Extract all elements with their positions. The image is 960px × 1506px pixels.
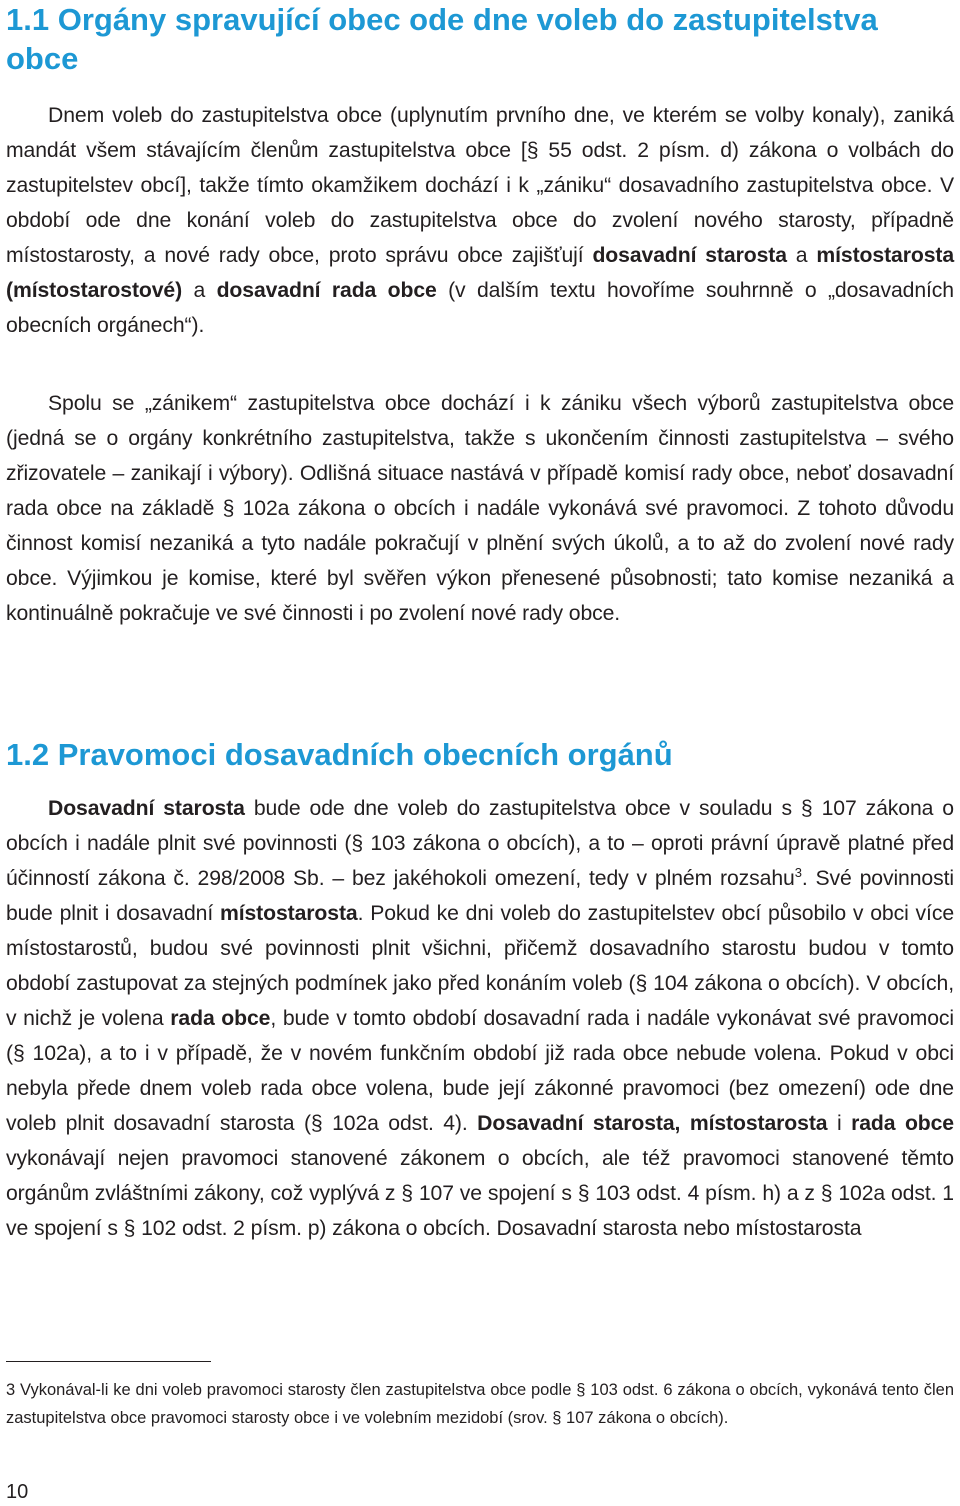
text-segment: a (786, 244, 817, 267)
footnote-3: 3 Vykonával-li ke dni voleb pravomoci starosty člen zastupitelstva obce podle § 103 odst. 6 zákona o obcích, vykonává tento člen zastupitelstva obce pravomoci starosty obce i ve volebním mezidobí (srov. § 107 zákona o obcích). (6, 1381, 954, 1427)
text-segment: . Pokud ke dni voleb do zastupitelstev obcí působilo v obci více místostarostů, budou své povinnosti plnit všichni, přičemž dosavadního starostu budou v tomto období zastupovat za stejných podmínek jako před konáním voleb (§ 104 zákona o obcích). V obcích, v nichž je volena (6, 902, 955, 1030)
text-segment: i (827, 1112, 852, 1135)
page-number: 10 (6, 1481, 29, 1503)
bold-text-segment: Dosavadní starosta, místostarosta (477, 1112, 828, 1135)
bold-text-segment: dosavadní rada obce (216, 279, 437, 302)
paragraph-3 (6, 791, 954, 1246)
paragraph-2 (6, 386, 954, 631)
section-heading-1-1: 1.1 Orgány spravující obec ode dne voleb do zastupitelstva obce (6, 2, 878, 76)
text-segment: . Své povinnosti bude plnit i dosavadní (6, 867, 954, 925)
text-segment: Spolu se „zánikem“ zastupitelstva obce dochází i k zániku všech výborů zastupitelstva obce (jedná se o orgány konkrétního zastupitelstva, takže s ukončením činnosti zastupitelstva – svého zřizovatele – zanikají i výbory). Odlišná situace nastává v případě komisí rady obce, neboť dosavadní rada obce na základě § 102a zákona o obcích i nadále vykonává své pravomoci. Z tohoto důvodu činnost komisí nezaniká a tyto nadále pokračují v plnění svých úkolů, a to až do zvolení nové rady obce. Výjimkou je komise, které byl svěřen výkon přenesené působnosti; tato komise nezaniká a kontinuálně pokračuje ve své činnosti i po zvolení nové rady obce. (6, 392, 954, 625)
footnote-divider (6, 1361, 211, 1362)
bold-text-segment: dosavadní starosta (592, 244, 787, 267)
bold-text-segment: místostarosta (místostarostové) (6, 244, 955, 302)
paragraph-1 (6, 98, 954, 343)
bold-text-segment: rada obce (170, 1007, 271, 1030)
bold-text-segment: Dosavadní starosta (48, 797, 245, 820)
footnote-reference: 3 (794, 864, 802, 880)
text-segment: (v dalším textu hovoříme souhrnně o „dosavadních obecních orgánech“). (6, 279, 954, 337)
text-segment: Dnem voleb do zastupitelstva obce (uplynutím prvního dne, ve kterém se volby konaly), zaniká mandát všem stávajícím členům zastupitelstva obce [§ 55 odst. 2 písm. d) zákona o volbách do zastupitelstev obcí], takže tímto okamžikem dochází i k „zániku“ dosavadního zastupitelstva obce. V období ode dne konání voleb do zastupitelstva obce do zvolení nového starosty, případně místostarosty, a nové rady obce, proto správu obce zajišťují (6, 104, 954, 267)
bold-text-segment: rada obce (851, 1112, 954, 1135)
section-heading-1-2: 1.2 Pravomoci dosavadních obecních orgánů (6, 737, 673, 772)
bold-text-segment: místostarosta (219, 902, 358, 925)
text-segment: bude ode dne voleb do zastupitelstva obce v souladu s § 107 zákona o obcích i nadále plnit své povinnosti (§ 103 zákona o obcích), a to – oproti právní úpravě platné před účinností zákona č. 298/2008 Sb. – bez jakéhokoli omezení, tedy v plném rozsahu (6, 797, 954, 890)
text-segment: , bude v tomto období dosavadní rada i nadále vykonávat své pravomoci (§ 102a), a to i v případě, že v novém funkčním období již rada obce nebude volena. Pokud v obci nebyla přede dnem voleb rada obce volena, bude její zákonné pravomoci (bez omezení) ode dne voleb plnit dosavadní starosta (§ 102a odst. 4). (6, 1007, 955, 1135)
text-segment: a (182, 279, 217, 302)
text-segment: vykonávají nejen pravomoci stanovené zákonem o obcích, ale též pravomoci stanovené těmto orgánům zvláštními zákony, což vyplývá z § 107 ve spojení s § 103 odst. 4 písm. h) a z § 102a odst. 1 ve spojení s § 102 odst. 2 písm. p) zákona o obcích. Dosavadní starosta nebo místostarosta (6, 1147, 954, 1240)
